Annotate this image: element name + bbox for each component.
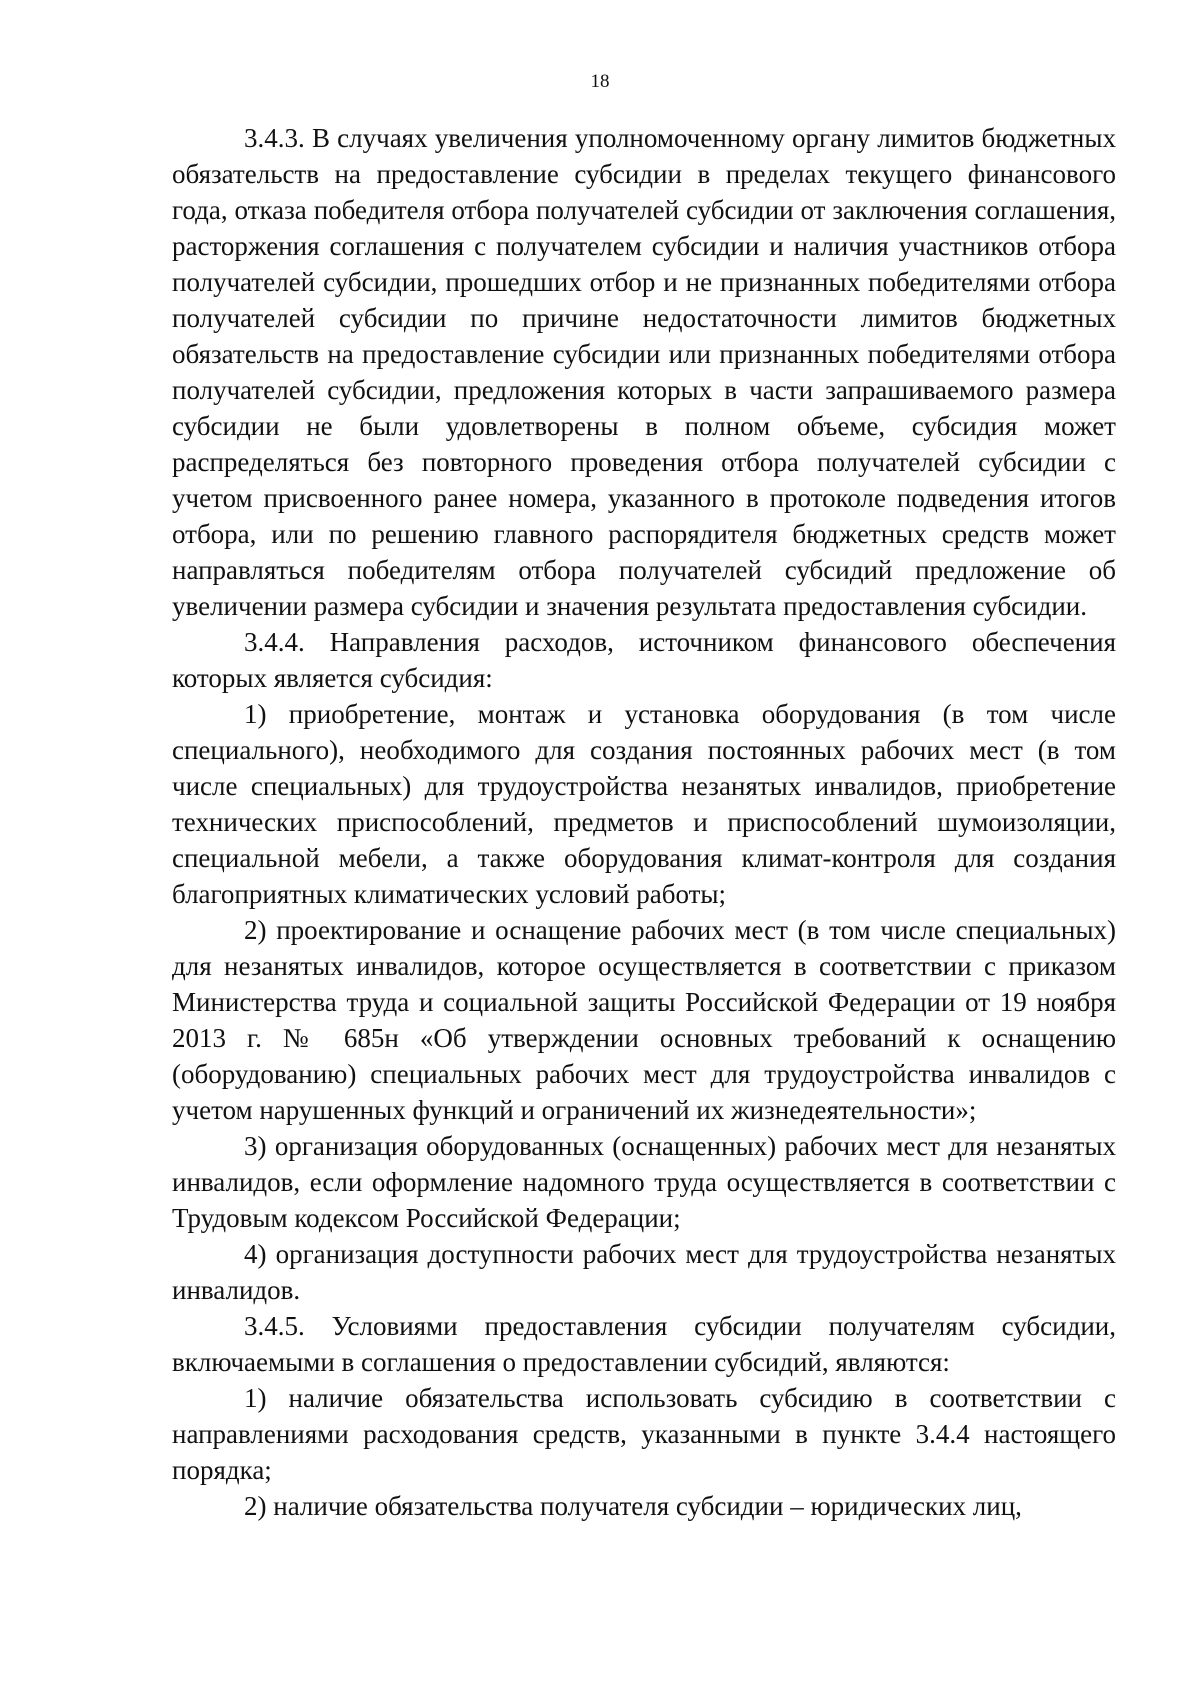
list-item-3-4-5-1: 1) наличие обязательства использовать субсидию в соответствии с направлениями расходования средств, указанными в пункте 3.4.4 настоящего порядка; xyxy=(172,1383,1116,1485)
document-body xyxy=(172,120,1116,1524)
paragraph-3-4-4: 3.4.4. Направления расходов, источником финансового обеспечения которых является субсидия: xyxy=(172,627,1116,693)
paragraph-3-4-3: 3.4.3. В случаях увеличения уполномоченному органу лимитов бюджетных обязательств на предоставление субсидии в пределах текущего финансового года, отказа победителя отбора получателей субсидии от заключения соглашения, расторжения соглашения с получателем субсидии и наличия участников отбора получателей субсидии, прошедших отбор и не признанных победителями отбора получателей субсидии по причине недостаточности лимитов бюджетных обязательств на предоставление субсидии или признанных победителями отбора получателей субсидии, предложения которых в части запрашиваемого размера субсидии не были удовлетворены в полном объеме, субсидия может распределяться без повторного проведения отбора получателей субсидии с учетом присвоенного ранее номера, указанного в протоколе подведения итогов отбора, или по решению главного распорядителя бюджетных средств может направляться победителям отбора получателей субсидий предложение об увеличении размера субсидии и значения результата предоставления субсидии. xyxy=(172,123,1116,621)
list-item-3-4-5-2: 2) наличие обязательства получателя субсидии – юридических лиц, xyxy=(244,1491,1022,1521)
page-number: 18 xyxy=(590,71,610,92)
list-item-3-4-4-2: 2) проектирование и оснащение рабочих мест (в том числе специальных) для незанятых инвалидов, которое осуществляется в соответствии с приказом Министерства труда и социальной защиты Российской Федерации от 19 ноября 2013 г. № 685н «Об утверждении основных требований к оснащению (оборудованию) специальных рабочих мест для трудоустройства инвалидов с учетом нарушенных функций и ограничений их жизнедеятельности»; xyxy=(172,915,1116,1125)
list-item-3-4-4-3: 3) организация оборудованных (оснащенных) рабочих мест для незанятых инвалидов, если оформление надомного труда осуществляется в соответствии с Трудовым кодексом Российской Федерации; xyxy=(172,1131,1116,1233)
list-item-3-4-4-4: 4) организация доступности рабочих мест для трудоустройства незанятых инвалидов. xyxy=(172,1239,1116,1305)
list-item-3-4-4-1: 1) приобретение, монтаж и установка оборудования (в том числе специального), необходимого для создания постоянных рабочих мест (в том числе специальных) для трудоустройства незанятых инвалидов, приобретение технических приспособлений, предметов и приспособлений шумоизоляции, специальной мебели, а также оборудования климат-контроля для создания благоприятных климатических условий работы; xyxy=(172,699,1116,909)
paragraph-3-4-5: 3.4.5. Условиями предоставления субсидии получателям субсидии, включаемыми в соглашения о предоставлении субсидий, являются: xyxy=(172,1311,1116,1377)
